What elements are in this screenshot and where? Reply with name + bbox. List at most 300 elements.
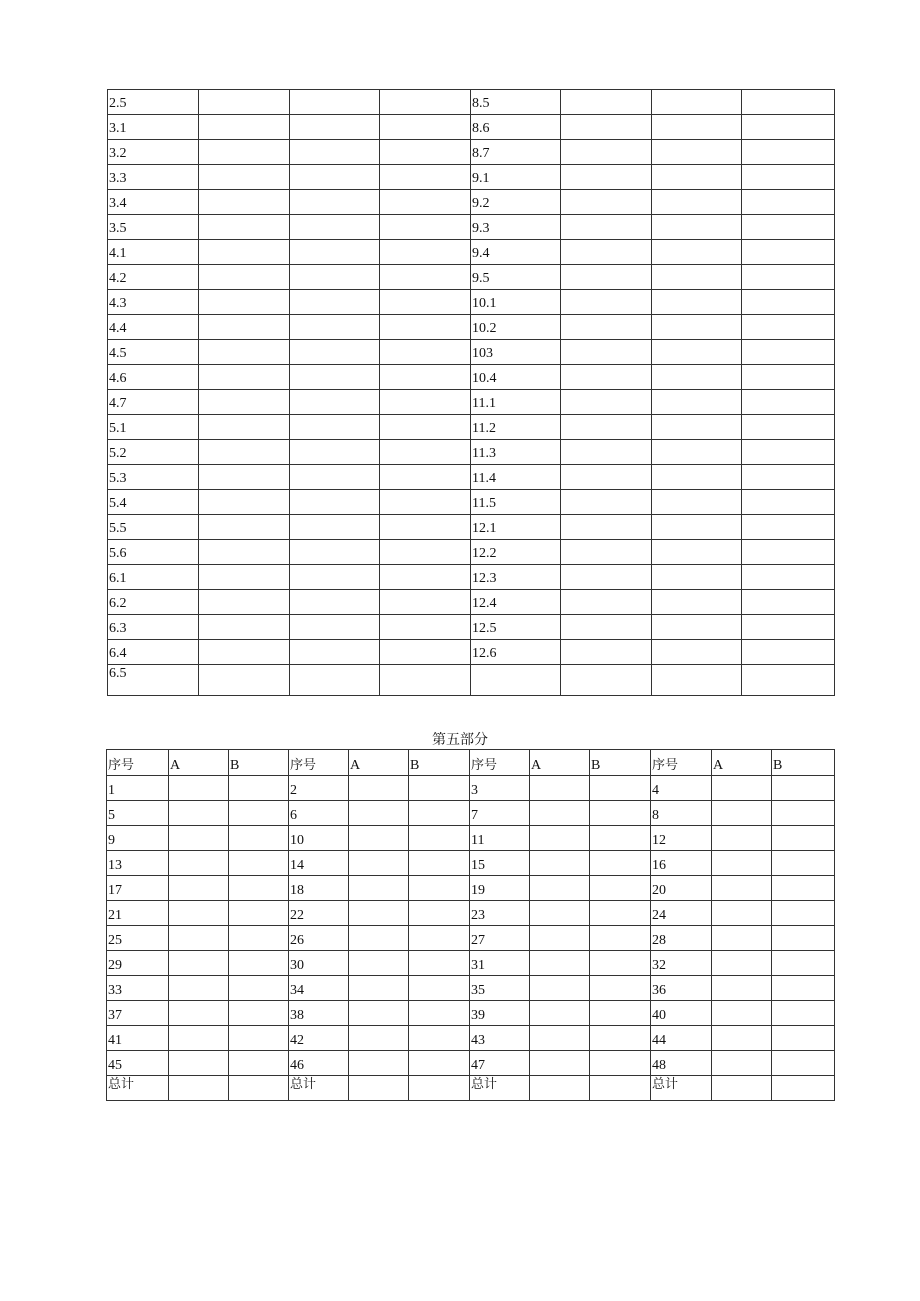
answer-cell[interactable] — [652, 640, 742, 665]
answer-b-cell[interactable] — [590, 926, 651, 951]
answer-cell[interactable] — [199, 290, 290, 315]
answer-b-cell[interactable] — [229, 851, 289, 876]
answer-cell[interactable] — [380, 215, 471, 240]
answer-cell[interactable] — [561, 365, 652, 390]
answer-a-cell[interactable] — [712, 951, 772, 976]
total-b-cell[interactable] — [590, 1076, 651, 1101]
answer-cell[interactable] — [290, 190, 380, 215]
answer-cell[interactable] — [290, 490, 380, 515]
answer-cell[interactable] — [380, 365, 471, 390]
question-number-cell: 6 — [289, 801, 349, 826]
answer-cell[interactable] — [290, 115, 380, 140]
total-label: 总计 — [289, 1076, 349, 1101]
answer-cell[interactable] — [380, 290, 471, 315]
answer-cell[interactable] — [561, 440, 652, 465]
answer-a-cell[interactable] — [169, 951, 229, 976]
answer-b-cell[interactable] — [590, 901, 651, 926]
answer-cell[interactable] — [742, 165, 835, 190]
answer-a-cell[interactable] — [349, 1051, 409, 1076]
answer-cell[interactable] — [199, 365, 290, 390]
answer-a-cell[interactable] — [530, 1026, 590, 1051]
answer-cell[interactable] — [561, 90, 652, 115]
answer-a-cell[interactable] — [169, 926, 229, 951]
question-number-cell: 12.1 — [471, 515, 561, 540]
answer-cell[interactable] — [380, 265, 471, 290]
answer-cell[interactable] — [742, 365, 835, 390]
answer-cell[interactable] — [561, 640, 652, 665]
answer-a-cell[interactable] — [169, 1026, 229, 1051]
answer-cell[interactable] — [561, 390, 652, 415]
answer-a-cell[interactable] — [169, 976, 229, 1001]
answer-cell[interactable] — [561, 165, 652, 190]
answer-cell[interactable] — [199, 640, 290, 665]
total-a-cell[interactable] — [169, 1076, 229, 1101]
answer-a-cell[interactable] — [169, 826, 229, 851]
answer-b-cell[interactable] — [409, 801, 470, 826]
table-row — [107, 926, 835, 951]
answer-cell[interactable] — [652, 490, 742, 515]
question-number-cell: 7 — [470, 801, 530, 826]
question-number-cell: 32 — [651, 951, 712, 976]
header-b: B — [590, 750, 651, 776]
answer-cell[interactable] — [742, 90, 835, 115]
answer-a-cell[interactable] — [712, 1051, 772, 1076]
answer-table-part4 — [107, 89, 835, 696]
answer-cell[interactable] — [742, 265, 835, 290]
answer-cell[interactable] — [652, 540, 742, 565]
answer-a-cell[interactable] — [530, 1051, 590, 1076]
answer-b-cell[interactable] — [229, 876, 289, 901]
answer-cell[interactable] — [199, 440, 290, 465]
answer-a-cell[interactable] — [530, 1001, 590, 1026]
answer-cell[interactable] — [199, 565, 290, 590]
question-number-cell: 6.1 — [108, 565, 199, 590]
answer-cell[interactable] — [561, 590, 652, 615]
answer-cell[interactable] — [561, 415, 652, 440]
answer-cell[interactable] — [290, 265, 380, 290]
answer-cell[interactable] — [561, 515, 652, 540]
question-number-cell: 42 — [289, 1026, 349, 1051]
answer-a-cell[interactable] — [349, 901, 409, 926]
answer-cell[interactable] — [290, 540, 380, 565]
answer-cell[interactable] — [199, 215, 290, 240]
answer-cell[interactable] — [742, 465, 835, 490]
answer-a-cell[interactable] — [712, 901, 772, 926]
answer-cell[interactable] — [380, 165, 471, 190]
answer-a-cell[interactable] — [712, 926, 772, 951]
answer-cell[interactable] — [742, 565, 835, 590]
answer-cell[interactable] — [290, 665, 380, 696]
answer-cell[interactable] — [742, 340, 835, 365]
question-number-cell: 3.4 — [108, 190, 199, 215]
total-b-cell[interactable] — [229, 1076, 289, 1101]
answer-a-cell[interactable] — [712, 801, 772, 826]
answer-cell[interactable] — [652, 665, 742, 696]
answer-cell[interactable] — [380, 190, 471, 215]
question-number-cell: 9.1 — [471, 165, 561, 190]
answer-cell[interactable] — [652, 190, 742, 215]
answer-cell[interactable] — [652, 390, 742, 415]
answer-cell[interactable] — [652, 440, 742, 465]
answer-b-cell[interactable] — [409, 1051, 470, 1076]
header-b: B — [229, 750, 289, 776]
answer-cell[interactable] — [199, 615, 290, 640]
answer-cell[interactable] — [561, 340, 652, 365]
question-number-cell: 4.1 — [108, 240, 199, 265]
answer-cell[interactable] — [380, 390, 471, 415]
answer-b-cell[interactable] — [772, 951, 835, 976]
answer-cell[interactable] — [561, 540, 652, 565]
answer-cell[interactable] — [199, 265, 290, 290]
answer-cell[interactable] — [561, 565, 652, 590]
answer-a-cell[interactable] — [349, 851, 409, 876]
answer-cell[interactable] — [290, 415, 380, 440]
answer-cell[interactable] — [742, 615, 835, 640]
answer-b-cell[interactable] — [409, 776, 470, 801]
table-row — [107, 901, 835, 926]
answer-a-cell[interactable] — [349, 876, 409, 901]
total-a-cell[interactable] — [349, 1076, 409, 1101]
answer-cell[interactable] — [742, 490, 835, 515]
answer-cell[interactable] — [742, 140, 835, 165]
answer-cell[interactable] — [652, 590, 742, 615]
answer-b-cell[interactable] — [229, 826, 289, 851]
answer-b-cell[interactable] — [409, 1026, 470, 1051]
total-b-cell[interactable] — [409, 1076, 470, 1101]
answer-b-cell[interactable] — [409, 851, 470, 876]
answer-a-cell[interactable] — [349, 951, 409, 976]
question-number-cell: 11.5 — [471, 490, 561, 515]
header-a: A — [349, 750, 409, 776]
question-number-cell: 11 — [470, 826, 530, 851]
answer-b-cell[interactable] — [590, 826, 651, 851]
total-a-cell[interactable] — [530, 1076, 590, 1101]
answer-b-cell[interactable] — [229, 951, 289, 976]
answer-a-cell[interactable] — [530, 951, 590, 976]
answer-b-cell[interactable] — [229, 926, 289, 951]
question-number-cell: 4.5 — [108, 340, 199, 365]
answer-b-cell[interactable] — [590, 951, 651, 976]
answer-cell[interactable] — [561, 490, 652, 515]
answer-cell[interactable] — [199, 490, 290, 515]
answer-a-cell[interactable] — [169, 901, 229, 926]
answer-b-cell[interactable] — [772, 851, 835, 876]
answer-a-cell[interactable] — [530, 851, 590, 876]
answer-a-cell[interactable] — [349, 776, 409, 801]
answer-b-cell[interactable] — [229, 1026, 289, 1051]
answer-cell[interactable] — [199, 465, 290, 490]
answer-cell[interactable] — [380, 590, 471, 615]
answer-cell[interactable] — [290, 315, 380, 340]
question-number-cell: 12.4 — [471, 590, 561, 615]
answer-cell[interactable] — [380, 415, 471, 440]
answer-a-cell[interactable] — [530, 801, 590, 826]
answer-b-cell[interactable] — [772, 926, 835, 951]
answer-a-cell[interactable] — [169, 801, 229, 826]
answer-cell[interactable] — [380, 90, 471, 115]
answer-cell[interactable] — [290, 465, 380, 490]
total-b-cell[interactable] — [772, 1076, 835, 1101]
question-number-cell: 11.2 — [471, 415, 561, 440]
answer-cell[interactable] — [561, 115, 652, 140]
answer-cell[interactable] — [380, 565, 471, 590]
answer-cell[interactable] — [561, 190, 652, 215]
question-number-cell: 6.4 — [108, 640, 199, 665]
answer-b-cell[interactable] — [229, 901, 289, 926]
answer-cell[interactable] — [561, 265, 652, 290]
table-row — [108, 665, 835, 696]
answer-b-cell[interactable] — [772, 976, 835, 1001]
answer-cell[interactable] — [290, 390, 380, 415]
answer-cell[interactable] — [742, 315, 835, 340]
answer-b-cell[interactable] — [590, 976, 651, 1001]
answer-cell[interactable] — [290, 165, 380, 190]
table-row — [107, 976, 835, 1001]
answer-cell[interactable] — [380, 340, 471, 365]
answer-cell[interactable] — [742, 540, 835, 565]
answer-b-cell[interactable] — [772, 1026, 835, 1051]
answer-b-cell[interactable] — [772, 901, 835, 926]
answer-cell[interactable] — [290, 90, 380, 115]
answer-b-cell[interactable] — [229, 776, 289, 801]
answer-cell[interactable] — [199, 240, 290, 265]
answer-cell[interactable] — [652, 140, 742, 165]
answer-a-cell[interactable] — [530, 976, 590, 1001]
answer-a-cell[interactable] — [530, 776, 590, 801]
answer-cell[interactable] — [290, 340, 380, 365]
answer-cell[interactable] — [199, 390, 290, 415]
answer-cell[interactable] — [199, 590, 290, 615]
answer-cell[interactable] — [290, 590, 380, 615]
answer-b-cell[interactable] — [409, 951, 470, 976]
answer-cell[interactable] — [199, 115, 290, 140]
answer-b-cell[interactable] — [772, 776, 835, 801]
answer-b-cell[interactable] — [772, 876, 835, 901]
answer-cell[interactable] — [290, 240, 380, 265]
question-number-cell: 40 — [651, 1001, 712, 1026]
question-number-cell: 8 — [651, 801, 712, 826]
answer-cell[interactable] — [199, 415, 290, 440]
answer-cell[interactable] — [652, 290, 742, 315]
answer-b-cell[interactable] — [590, 1051, 651, 1076]
table-row — [108, 240, 835, 265]
answer-b-cell[interactable] — [229, 976, 289, 1001]
question-number-cell: 35 — [470, 976, 530, 1001]
answer-cell[interactable] — [652, 165, 742, 190]
answer-cell[interactable] — [742, 215, 835, 240]
answer-cell[interactable] — [290, 365, 380, 390]
answer-cell[interactable] — [561, 290, 652, 315]
answer-cell[interactable] — [380, 615, 471, 640]
answer-a-cell[interactable] — [349, 826, 409, 851]
answer-cell[interactable] — [652, 415, 742, 440]
answer-cell[interactable] — [652, 115, 742, 140]
answer-cell[interactable] — [652, 465, 742, 490]
question-number-cell: 3.3 — [108, 165, 199, 190]
answer-a-cell[interactable] — [712, 1001, 772, 1026]
question-number-cell: 12 — [651, 826, 712, 851]
answer-a-cell[interactable] — [169, 851, 229, 876]
question-number-cell: 9 — [107, 826, 169, 851]
answer-b-cell[interactable] — [772, 1051, 835, 1076]
answer-cell[interactable] — [380, 515, 471, 540]
answer-b-cell[interactable] — [590, 1026, 651, 1051]
answer-cell[interactable] — [380, 665, 471, 696]
answer-b-cell[interactable] — [590, 776, 651, 801]
answer-b-cell[interactable] — [590, 1001, 651, 1026]
total-a-cell[interactable] — [712, 1076, 772, 1101]
answer-a-cell[interactable] — [530, 926, 590, 951]
answer-a-cell[interactable] — [349, 1001, 409, 1026]
answer-cell[interactable] — [652, 615, 742, 640]
answer-cell[interactable] — [290, 640, 380, 665]
answer-a-cell[interactable] — [712, 776, 772, 801]
answer-cell[interactable] — [561, 465, 652, 490]
answer-a-cell[interactable] — [712, 1026, 772, 1051]
answer-cell[interactable] — [652, 265, 742, 290]
answer-a-cell[interactable] — [530, 876, 590, 901]
answer-cell[interactable] — [652, 365, 742, 390]
answer-cell[interactable] — [380, 240, 471, 265]
answer-cell[interactable] — [290, 515, 380, 540]
answer-cell[interactable] — [199, 315, 290, 340]
answer-cell[interactable] — [561, 240, 652, 265]
answer-b-cell[interactable] — [590, 801, 651, 826]
answer-cell[interactable] — [380, 440, 471, 465]
answer-cell[interactable] — [290, 140, 380, 165]
answer-cell[interactable] — [742, 440, 835, 465]
answer-cell[interactable] — [290, 290, 380, 315]
question-number-cell: 4 — [651, 776, 712, 801]
answer-a-cell[interactable] — [530, 826, 590, 851]
answer-cell[interactable] — [380, 315, 471, 340]
answer-b-cell[interactable] — [229, 1001, 289, 1026]
total-label: 总计 — [470, 1076, 530, 1101]
answer-cell[interactable] — [380, 115, 471, 140]
answer-cell[interactable] — [652, 240, 742, 265]
answer-a-cell[interactable] — [349, 926, 409, 951]
question-number-cell: 11.1 — [471, 390, 561, 415]
answer-b-cell[interactable] — [590, 876, 651, 901]
answer-b-cell[interactable] — [409, 876, 470, 901]
answer-a-cell[interactable] — [530, 901, 590, 926]
question-number-cell: 12.5 — [471, 615, 561, 640]
answer-cell[interactable] — [742, 190, 835, 215]
answer-b-cell[interactable] — [590, 851, 651, 876]
answer-a-cell[interactable] — [169, 1001, 229, 1026]
answer-b-cell[interactable] — [409, 1001, 470, 1026]
answer-b-cell[interactable] — [772, 826, 835, 851]
answer-cell[interactable] — [652, 315, 742, 340]
answer-a-cell[interactable] — [712, 851, 772, 876]
answer-cell[interactable] — [380, 490, 471, 515]
answer-cell[interactable] — [199, 190, 290, 215]
answer-cell[interactable] — [561, 215, 652, 240]
question-number-cell: 23 — [470, 901, 530, 926]
answer-cell[interactable] — [652, 565, 742, 590]
answer-cell[interactable] — [561, 315, 652, 340]
answer-cell[interactable] — [742, 415, 835, 440]
answer-a-cell[interactable] — [712, 876, 772, 901]
answer-cell[interactable] — [742, 515, 835, 540]
answer-cell[interactable] — [742, 640, 835, 665]
table-row — [108, 590, 835, 615]
answer-cell[interactable] — [290, 565, 380, 590]
answer-cell[interactable] — [742, 665, 835, 696]
answer-cell[interactable] — [742, 115, 835, 140]
answer-b-cell[interactable] — [409, 976, 470, 1001]
question-number-cell: 31 — [470, 951, 530, 976]
answer-cell[interactable] — [652, 90, 742, 115]
answer-cell[interactable] — [742, 290, 835, 315]
answer-a-cell[interactable] — [349, 976, 409, 1001]
answer-b-cell[interactable] — [229, 1051, 289, 1076]
answer-cell[interactable] — [652, 215, 742, 240]
answer-cell[interactable] — [199, 140, 290, 165]
answer-cell[interactable] — [561, 665, 652, 696]
answer-cell[interactable] — [380, 140, 471, 165]
answer-cell[interactable] — [742, 240, 835, 265]
answer-cell[interactable] — [199, 540, 290, 565]
question-number-cell: 22 — [289, 901, 349, 926]
question-number-cell: 5.5 — [108, 515, 199, 540]
answer-cell[interactable] — [290, 215, 380, 240]
answer-a-cell[interactable] — [712, 976, 772, 1001]
answer-b-cell[interactable] — [772, 1001, 835, 1026]
answer-cell[interactable] — [199, 90, 290, 115]
answer-cell[interactable] — [561, 140, 652, 165]
header-b: B — [409, 750, 470, 776]
answer-a-cell[interactable] — [712, 826, 772, 851]
answer-a-cell[interactable] — [349, 801, 409, 826]
answer-cell[interactable] — [290, 440, 380, 465]
question-number-cell: 6.5 — [108, 665, 199, 696]
question-number-cell: 44 — [651, 1026, 712, 1051]
answer-cell[interactable] — [561, 615, 652, 640]
answer-cell[interactable] — [199, 665, 290, 696]
answer-cell[interactable] — [742, 390, 835, 415]
answer-b-cell[interactable] — [409, 901, 470, 926]
answer-cell[interactable] — [742, 590, 835, 615]
answer-b-cell[interactable] — [409, 926, 470, 951]
answer-cell[interactable] — [199, 165, 290, 190]
question-number-cell: 10.1 — [471, 290, 561, 315]
answer-table-part5 — [106, 749, 835, 1101]
answer-cell[interactable] — [199, 340, 290, 365]
answer-a-cell[interactable] — [349, 1026, 409, 1051]
answer-cell[interactable] — [380, 640, 471, 665]
answer-b-cell[interactable] — [772, 801, 835, 826]
answer-a-cell[interactable] — [169, 876, 229, 901]
answer-cell[interactable] — [290, 615, 380, 640]
answer-cell[interactable] — [380, 465, 471, 490]
answer-cell[interactable] — [199, 515, 290, 540]
question-number-cell: 17 — [107, 876, 169, 901]
question-number-cell: 19 — [470, 876, 530, 901]
table-row — [108, 315, 835, 340]
answer-b-cell[interactable] — [229, 801, 289, 826]
answer-cell[interactable] — [652, 515, 742, 540]
answer-b-cell[interactable] — [409, 826, 470, 851]
answer-a-cell[interactable] — [169, 776, 229, 801]
question-number-cell: 12.3 — [471, 565, 561, 590]
answer-cell[interactable] — [652, 340, 742, 365]
answer-a-cell[interactable] — [169, 1051, 229, 1076]
answer-cell[interactable] — [380, 540, 471, 565]
question-number-cell: 5.6 — [108, 540, 199, 565]
table-row — [108, 140, 835, 165]
table-row — [108, 90, 835, 115]
